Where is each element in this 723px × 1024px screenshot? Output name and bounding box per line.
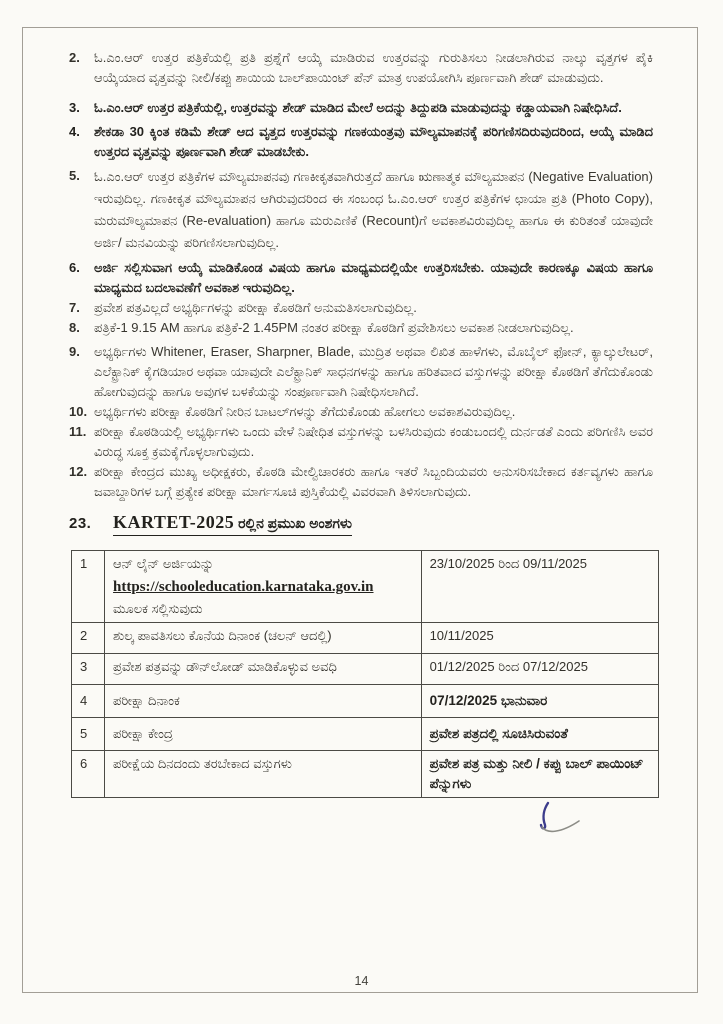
item-number: 3. bbox=[69, 100, 80, 115]
list-item bbox=[69, 402, 653, 422]
item-number: 6. bbox=[69, 260, 80, 275]
desc-line: ಆನ್ ಲೈನ್ ಅರ್ಜಿಯನ್ನು bbox=[113, 556, 214, 571]
desc-line: ಮೂಲಕ ಸಲ್ಲಿಸುವುದು bbox=[113, 601, 203, 616]
item-number: 7. bbox=[69, 300, 80, 315]
desc-cell: ಪರೀಕ್ಷಾ ದಿನಾಂಕ bbox=[105, 685, 422, 718]
item-text: ಅರ್ಜಿ ಸಲ್ಲಿಸುವಾಗ ಆಯ್ಕೆ ಮಾಡಿಕೊಂಡ ವಿಷಯ ಹಾಗೂ ಮಾಧ್ಯಮದಲ್ಲಿಯೇ ಉತ್ತರಿಸಬೇಕು. ಯಾವುದೇ ಕಾರಣಕ್ಕೂ ವಿಷಯ ಹಾಗೂ ಮಾಧ್ಯಮದ ಬದಲಾವಣೆಗೆ ಅವಕಾಶ ಇರುವುದಿಲ್ಲ. bbox=[94, 260, 653, 295]
list-item bbox=[69, 298, 653, 318]
item-text: ಅಭ್ಯರ್ಥಿಗಳು Whitener, Eraser, Sharpner, Blade, ಮುದ್ರಿತ ಅಥವಾ ಲಿಖಿತ ಹಾಳೆಗಳು, ಮೊಬೈಲ್ ಫೋನ್, ಕ್ಯಾಲ್ಕುಲೇಟರ್, ಎಲೆಕ್ಟ್ರಾನಿಕ್ ಕೈಗಡಿಯಾರ ಅಥವಾ ಯಾವುದೇ ಎಲೆಕ್ಟ್ರಾನಿಕ್ ಸಾಧನಗಳನ್ನು ಹಾಗೂ ಹರಿತವಾದ ವಸ್ತುಗಳನ್ನು ಪರೀಕ್ಷಾ ಕೊಠಡಿಗೆ ತೆಗೆದುಕೊಂಡು ಹೋಗುವುದನ್ನು ಹಾಗೂ ಅವುಗಳ ಬಳಕೆಯನ್ನು ಸಂಪೂರ್ಣವಾಗಿ ನಿಷೇಧಿಸಲಾಗಿದೆ. bbox=[94, 344, 653, 399]
page-border bbox=[22, 27, 698, 993]
section-title-latin: KARTET-2025 bbox=[113, 512, 235, 532]
desc-cell: ಪರೀಕ್ಷೆಯ ದಿನದಂದು ತರಬೇಕಾದ ವಸ್ತುಗಳು bbox=[105, 751, 422, 798]
sl-cell: 3 bbox=[72, 654, 105, 685]
list-item bbox=[69, 98, 653, 118]
value-cell: 01/12/2025 ರಿಂದ 07/12/2025 bbox=[421, 654, 658, 685]
table-row bbox=[72, 623, 659, 654]
desc-cell: ಶುಲ್ಕ ಪಾವತಿಸಲು ಕೊನೆಯ ದಿನಾಂಕ (ಚಲನ್ ಆದಲ್ಲಿ) bbox=[105, 623, 422, 654]
item-text: ಶೇಕಡಾ 30 ಕ್ಕಿಂತ ಕಡಿಮೆ ಶೇಡ್ ಆದ ವೃತ್ತದ ಉತ್ತರವನ್ನು ಗಣಕಯಂತ್ರವು ಮೌಲ್ಯಮಾಪನಕ್ಕೆ ಪರಿಗಣಿಸದಿರುವುದರಿಂದ, ಆಯ್ಕೆ ಮಾಡಿದ ಉತ್ತರದ ವೃತ್ತವನ್ನು ಪೂರ್ಣವಾಗಿ ಶೇಡ್ ಮಾಡಬೇಕು. bbox=[94, 124, 653, 159]
value-cell: ಪ್ರವೇಶ ಪತ್ರ ಮತ್ತು ನೀಲಿ / ಕಪ್ಪು ಬಾಲ್ ಪಾಯಿಂಟ್ ಪೆನ್ನುಗಳು bbox=[421, 751, 658, 798]
table-row bbox=[72, 718, 659, 751]
table-row bbox=[72, 654, 659, 685]
item-text: ಪರೀಕ್ಷಾ ಕೇಂದ್ರದ ಮುಖ್ಯ ಅಧೀಕ್ಷಕರು, ಕೊಠಡಿ ಮೇಲ್ವಿಚಾರಕರು ಹಾಗೂ ಇತರೆ ಸಿಬ್ಬಂದಿಯವರು ಅನುಸರಿಸಬೇಕಾದ ಕರ್ತವ್ಯಗಳು ಹಾಗೂ ಜವಾಬ್ದಾರಿಗಳ ಬಗ್ಗೆ ಪ್ರತ್ಯೇಕ ಪರೀಕ್ಷಾ ಮಾರ್ಗಸೂಚಿ ಪುಸ್ತಿಕೆಯಲ್ಲಿ ವಿವರವಾಗಿ ತಿಳಿಸಲಾಗುವುದು. bbox=[94, 464, 653, 499]
list-item bbox=[69, 122, 653, 162]
sl-cell: 1 bbox=[72, 551, 105, 623]
table-row bbox=[72, 551, 659, 623]
item-text: ಪತ್ರಿಕೆ-1 9.15 AM ಹಾಗೂ ಪತ್ರಿಕೆ-2 1.45PM ನಂತರ ಪರೀಕ್ಷಾ ಕೊಠಡಿಗೆ ಪ್ರವೇಶಿಸಲು ಅವಕಾಶ ನೀಡಲಾಗುವುದಿಲ್ಲ. bbox=[94, 320, 574, 335]
desc-cell: ಪ್ರವೇಶ ಪತ್ರವನ್ನು ಡೌನ್‌ಲೋಡ್ ಮಾಡಿಕೊಳ್ಳುವ ಅವಧಿ bbox=[105, 654, 422, 685]
item-text: ಓ.ಎಂ.ಆರ್ ಉತ್ತರ ಪತ್ರಿಕೆಯಲ್ಲಿ ಪ್ರತಿ ಪ್ರಶ್ನೆಗೆ ಆಯ್ಕೆ ಮಾಡಿರುವ ಉತ್ತರವನ್ನು ಗುರುತಿಸಲು ನೀಡಲಾಗಿರುವ ನಾಲ್ಕು ವೃತ್ತಗಳ ಪೈಕಿ ಆಯ್ಕೆಯಾದ ವೃತ್ತವನ್ನು ನೀಲಿ/ಕಪ್ಪು ಶಾಯಿಯ ಬಾಲ್‌ಪಾಯಿಂಟ್ ಪೆನ್ ಮಾತ್ರ ಉಪಯೋಗಿಸಿ ಪೂರ್ಣವಾಗಿ ಶೇಡ್ ಮಾಡುವುದು. bbox=[94, 50, 653, 85]
item-number: 12. bbox=[69, 464, 88, 479]
value-cell: ಪ್ರವೇಶ ಪತ್ರದಲ್ಲಿ ಸೂಚಿಸಿರುವಂತೆ bbox=[421, 718, 658, 751]
item-text: ಅಭ್ಯರ್ಥಿಗಳು ಪರೀಕ್ಷಾ ಕೊಠಡಿಗೆ ನೀರಿನ ಬಾಟಲ್‌ಗಳನ್ನು ತೆಗೆದುಕೊಂಡು ಹೋಗಲು ಅವಕಾಶವಿರುವುದಿಲ್ಲ. bbox=[94, 404, 516, 419]
desc-cell bbox=[105, 551, 422, 623]
item-text: ಓ.ಎಂ.ಆರ್ ಉತ್ತರ ಪತ್ರಿಕೆಯಲ್ಲಿ, ಉತ್ತರವನ್ನು ಶೇಡ್ ಮಾಡಿದ ಮೇಲೆ ಅದನ್ನು ತಿದ್ದುಪಡಿ ಮಾಡುವುದನ್ನು ಕಡ್ಡಾಯವಾಗಿ ನಿಷೇಧಿಸಿದೆ. bbox=[94, 100, 622, 115]
list-item bbox=[69, 258, 653, 298]
list-item bbox=[69, 318, 653, 338]
application-url-link[interactable]: https://schooleducation.karnataka.gov.in bbox=[113, 579, 374, 595]
sl-cell: 6 bbox=[72, 751, 105, 798]
item-text: ಪರೀಕ್ಷಾ ಕೊಠಡಿಯಲ್ಲಿ ಅಭ್ಯರ್ಥಿಗಳು ಒಂದು ವೇಳೆ ನಿಷೇಧಿತ ವಸ್ತುಗಳನ್ನು ಬಳಸಿರುವುದು ಕಂಡುಬಂದಲ್ಲಿ ದುರ್ನಡತೆ ಎಂದು ಪರಿಗಣಿಸಿ ಅವರ ವಿರುದ್ಧ ಸೂಕ್ತ ಕ್ರಮಕೈಗೊಳ್ಳಲಾಗುವುದು. bbox=[94, 424, 653, 459]
item-text: ಓ.ಎಂ.ಆರ್ ಉತ್ತರ ಪತ್ರಿಕೆಗಳ ಮೌಲ್ಯಮಾಪನವು ಗಣಕೀಕೃತವಾಗಿರುತ್ತದೆ ಹಾಗೂ ಋಣಾತ್ಮಕ ಮೌಲ್ಯಮಾಪನ (Negative Evaluation) ಇರುವುದಿಲ್ಲ. ಗಣಕೀಕೃತ ಮೌಲ್ಯಮಾಪನ ಆಗಿರುವುದರಿಂದ ಈ ಸಂಬಂಧ ಓ.ಎಂ.ಆರ್ ಉತ್ತರ ಪತ್ರಿಕೆಗಳ ಛಾಯಾ ಪ್ರತಿ (Photo Copy), ಮರುಮೌಲ್ಯಮಾಪನ (Re-evaluation) ಹಾಗೂ ಮರುಎಣಿಕೆ (Recount)ಗೆ ಅವಕಾಶವಿರುವುದಿಲ್ಲ ಹಾಗೂ ಈ ಕುರಿತಂತೆ ಯಾವುದೇ ಅರ್ಜಿ/ ಮನವಿಯನ್ನು ಪರಿಗಣಿಸಲಾಗುವುದಿಲ್ಲ. bbox=[94, 169, 653, 250]
section-title-kannada: ರಲ್ಲಿನ ಪ್ರಮುಖ ಅಂಶಗಳು bbox=[234, 515, 352, 531]
signature-row bbox=[69, 800, 653, 842]
section-heading bbox=[69, 512, 653, 536]
item-number: 9. bbox=[69, 344, 80, 359]
value-cell: 10/11/2025 bbox=[421, 623, 658, 654]
table-row bbox=[72, 685, 659, 718]
page-number: 14 bbox=[354, 974, 369, 988]
item-text: ಪ್ರವೇಶ ಪತ್ರವಿಲ್ಲದೆ ಅಭ್ಯರ್ಥಿಗಳನ್ನು ಪರೀಕ್ಷಾ ಕೊಠಡಿಗೆ ಅನುಮತಿಸಲಾಗುವುದಿಲ್ಲ. bbox=[94, 300, 417, 315]
section-number: 23. bbox=[69, 515, 92, 532]
instruction-list bbox=[69, 48, 653, 502]
value-cell: 07/12/2025 ಭಾನುವಾರ bbox=[421, 685, 658, 718]
item-number: 4. bbox=[69, 124, 80, 139]
signature-mark bbox=[515, 800, 587, 842]
list-item bbox=[69, 342, 653, 402]
schedule-table bbox=[71, 550, 659, 798]
sl-cell: 2 bbox=[72, 623, 105, 654]
value-cell: 23/10/2025 ರಿಂದ 09/11/2025 bbox=[421, 551, 658, 623]
item-number: 8. bbox=[69, 320, 80, 335]
list-item bbox=[69, 166, 653, 254]
list-item bbox=[69, 48, 653, 88]
item-number: 5. bbox=[69, 168, 80, 183]
sl-cell: 4 bbox=[72, 685, 105, 718]
list-item bbox=[69, 462, 653, 502]
sl-cell: 5 bbox=[72, 718, 105, 751]
desc-cell: ಪರೀಕ್ಷಾ ಕೇಂದ್ರ bbox=[105, 718, 422, 751]
item-number: 10. bbox=[69, 404, 88, 419]
table-row bbox=[72, 751, 659, 798]
item-number: 11. bbox=[69, 424, 87, 439]
section-title bbox=[113, 512, 352, 536]
item-number: 2. bbox=[69, 50, 80, 65]
list-item bbox=[69, 422, 653, 462]
